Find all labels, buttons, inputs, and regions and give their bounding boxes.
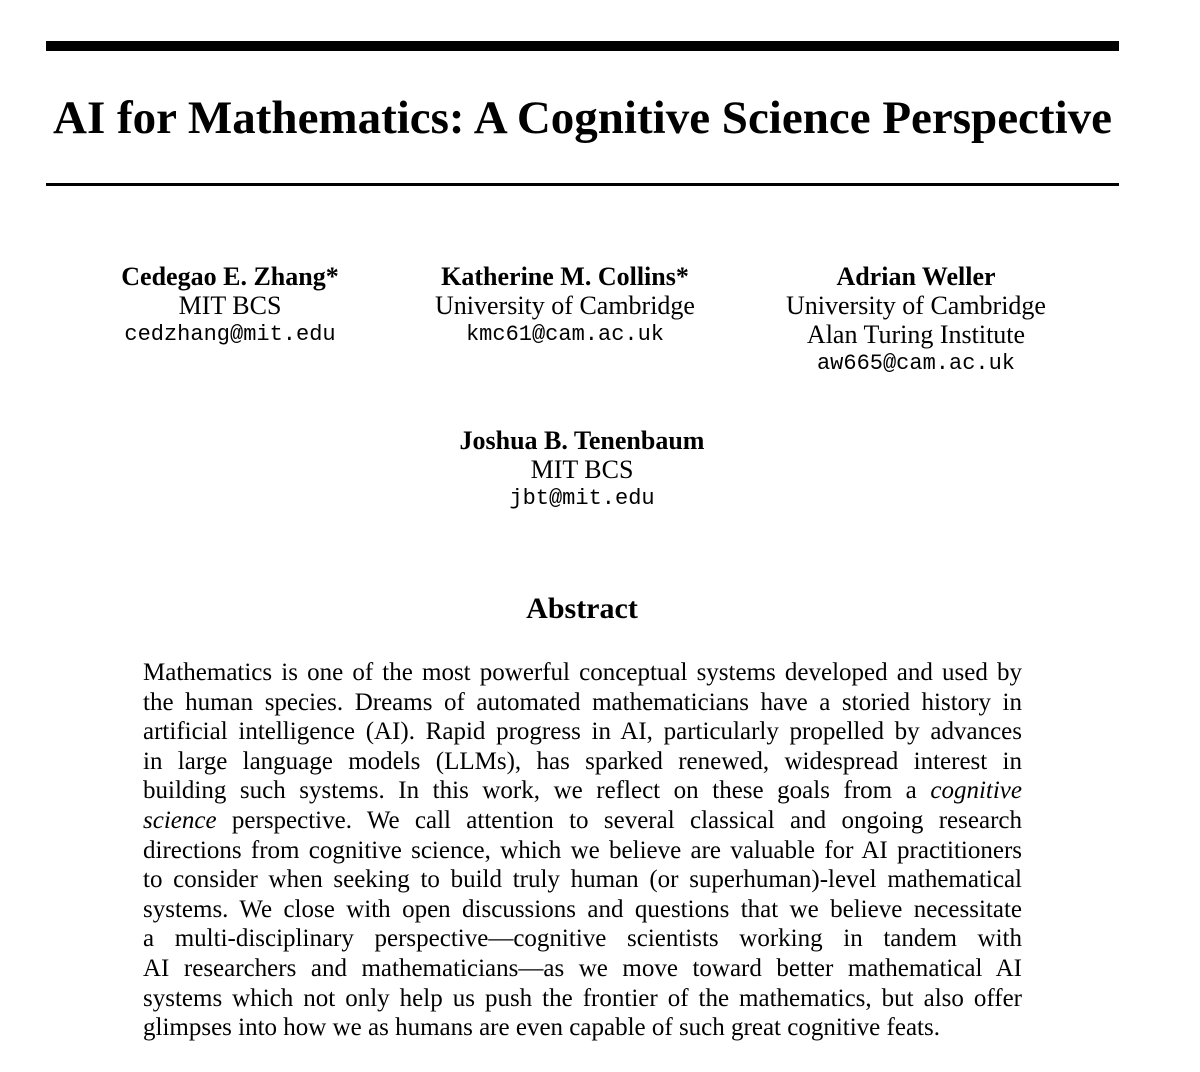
- author-email[interactable]: kmc61@cam.ac.uk: [465, 322, 665, 347]
- author-email[interactable]: cedzhang@mit.edu: [124, 322, 336, 347]
- abstract-line-text: perspective. We call attention to several classical and ongoing research: [216, 806, 1022, 834]
- author-email[interactable]: aw665@cam.ac.uk: [816, 351, 1016, 376]
- abstract-line-text: building such systems. In this work, we reflect on these goals from a: [143, 777, 931, 805]
- abstract-line: to consider when seeking to build truly human (or superhuman)-level mathematical: [143, 866, 1022, 894]
- title-bottom-rule: [46, 183, 1119, 186]
- author-affiliation: MIT BCS: [530, 455, 634, 484]
- abstract-line: artificial intelligence (AI). Rapid progress in AI, particularly propelled by advances: [143, 718, 1022, 746]
- author-name: Adrian Weller: [836, 262, 996, 291]
- abstract-body: [143, 658, 1022, 1043]
- abstract-heading: Abstract: [526, 592, 638, 625]
- author-block: [766, 262, 1066, 379]
- abstract-line: the human species. Dreams of automated mathematicians have a storied history in: [143, 688, 1022, 716]
- abstract-line: Mathematics is one of the most powerful conceptual systems developed and used by: [143, 659, 1022, 686]
- abstract-line: directions from cognitive science, which we believe are valuable for AI practitioners: [143, 836, 1022, 864]
- paper-title: AI for Mathematics: A Cognitive Science Perspective: [53, 92, 1112, 144]
- abstract-line: [143, 776, 1022, 806]
- author-affiliation: Alan Turing Institute: [806, 320, 1026, 349]
- abstract-line: a multi-disciplinary perspective—cognitive scientists working in tandem with: [143, 925, 1022, 953]
- abstract-line: systems. We close with open discussions and questions that we believe necessitate: [143, 895, 1022, 923]
- author-affiliation: University of Cambridge: [435, 291, 695, 320]
- abstract-emphasis: cognitive: [930, 777, 1022, 805]
- abstract-line: glimpses into how we as humans are even capable of such great cognitive feats.: [143, 1014, 940, 1042]
- author-block: [432, 426, 732, 514]
- abstract-line: systems which not only help us push the frontier of the mathematics, but also offer: [143, 984, 1022, 1012]
- author-name: Cedegao E. Zhang*: [121, 262, 339, 291]
- author-affiliation: University of Cambridge: [786, 291, 1046, 320]
- abstract-line: AI researchers and mathematicians—as we move toward better mathematical AI: [143, 954, 1022, 982]
- author-name: Joshua B. Tenenbaum: [459, 426, 705, 455]
- author-name: Katherine M. Collins*: [441, 262, 689, 291]
- author-affiliation: MIT BCS: [178, 291, 282, 320]
- abstract-line: [143, 806, 1022, 836]
- author-email[interactable]: jbt@mit.edu: [509, 486, 655, 511]
- author-block: [415, 262, 715, 350]
- top-rule: [46, 41, 1119, 51]
- abstract-line: in large language models (LLMs), has sparked renewed, widespread interest in: [143, 747, 1022, 775]
- author-block: [80, 262, 380, 350]
- abstract-emphasis: science: [143, 806, 217, 834]
